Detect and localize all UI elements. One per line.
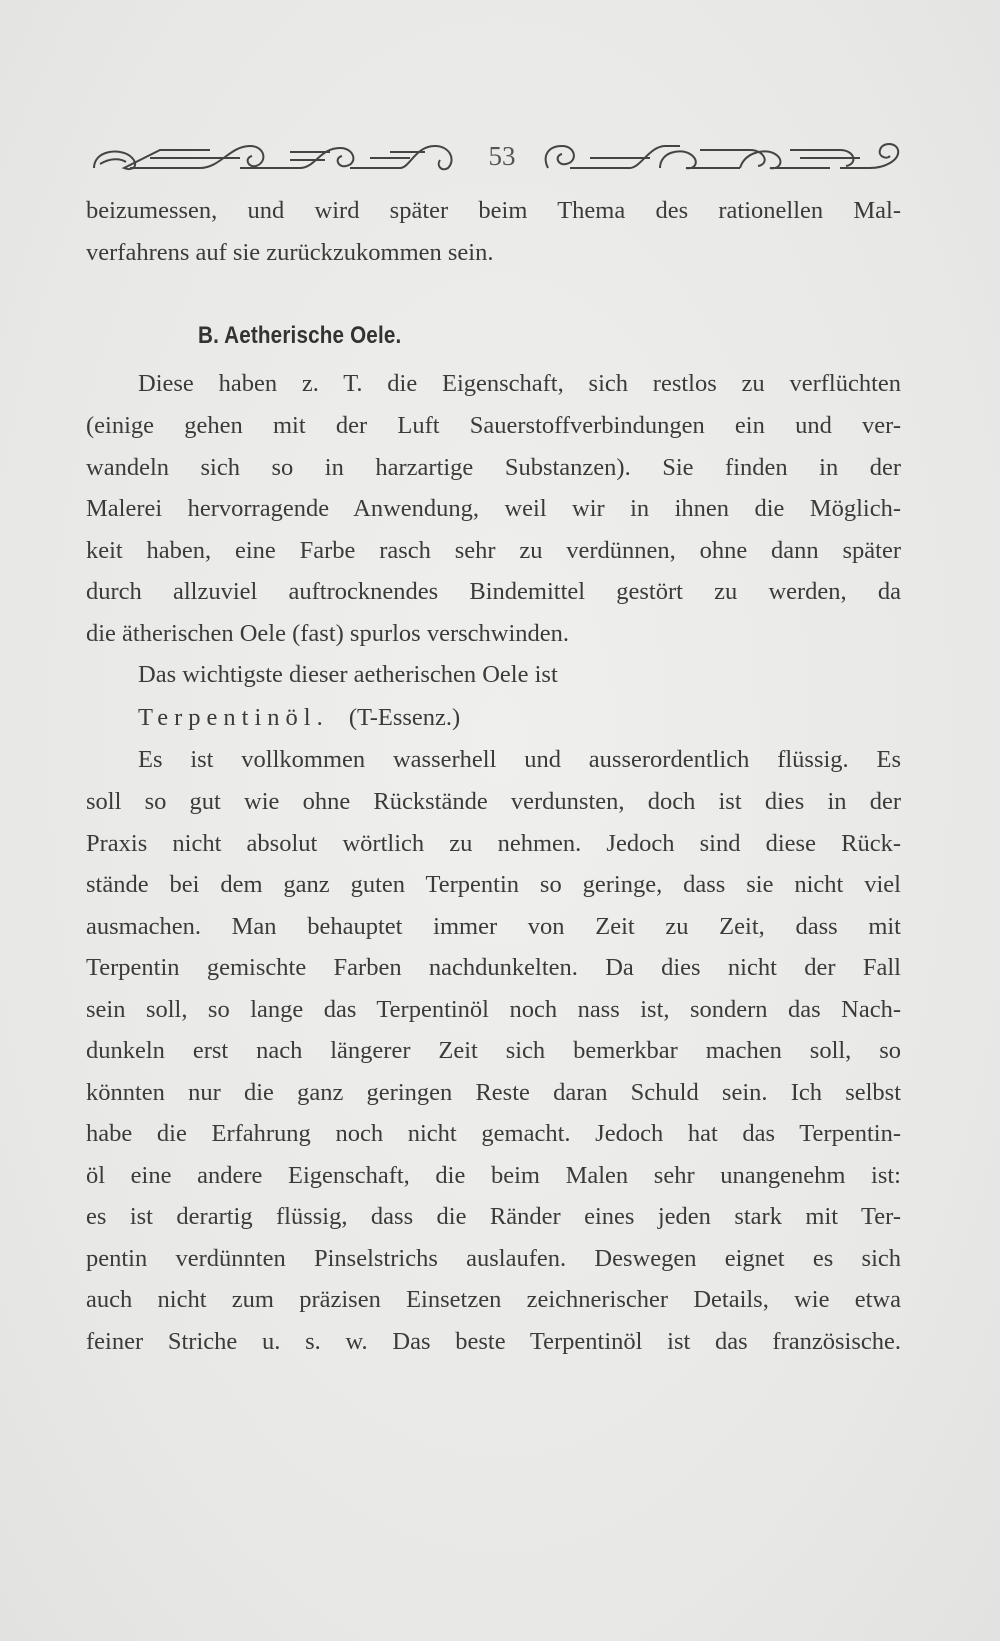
text-line-11: Es ist vollkommen wasserhell und ausserordentlich flüssig. Es: [138, 746, 901, 773]
text-line-17: sein soll, so lange das Terpentinöl noch nass ist, sondern das Nach-: [86, 996, 901, 1023]
text-line-6: Malerei hervorragende Anwendung, weil wir in ihnen die Möglich-: [86, 495, 901, 522]
term-spaced: Terpentinöl.: [138, 704, 329, 731]
ornament-right: [540, 138, 905, 176]
text-line-7: keit haben, eine Farbe rasch sehr zu verdünnen, ohne dann später: [86, 537, 901, 564]
text-line-24: auch nicht zum präzisen Einsetzen zeichnerischer Details, wie etwa: [86, 1286, 901, 1313]
text-line-21: öl eine andere Eigenschaft, die beim Malen sehr unangenehm ist:: [86, 1162, 901, 1189]
section-heading: B. Aetherische Oele.: [198, 322, 402, 349]
term-rest: (T-Essenz.): [348, 704, 461, 731]
text-line-9: die ätherischen Oele (fast) spurlos verschwinden.: [86, 620, 570, 647]
text-line-25: feiner Striche u. s. w. Das beste Terpentinöl ist das französische.: [86, 1328, 901, 1355]
text-line-2: verfahrens auf sie zurückzukommen sein.: [86, 239, 494, 266]
text-line-8: durch allzuviel auftrocknendes Bindemittel gestört zu werden, da: [86, 578, 901, 605]
text-line-16: Terpentin gemischte Farben nachdunkelten. Da dies nicht der Fall: [86, 954, 901, 981]
text-line-12: soll so gut wie ohne Rückstände verdunsten, doch ist dies in der: [86, 788, 901, 815]
text-line-18: dunkeln erst nach längerer Zeit sich bemerkbar machen soll, so: [86, 1037, 901, 1064]
text-line-4: (einige gehen mit der Luft Sauerstoffverbindungen ein und ver-: [86, 412, 901, 439]
text-line-10: Das wichtigste dieser aetherischen Oele ist: [138, 661, 558, 688]
text-line-14: stände bei dem ganz guten Terpentin so geringe, dass sie nicht viel: [86, 871, 901, 898]
text-line-3: Diese haben z. T. die Eigenschaft, sich restlos zu verflüchten: [138, 370, 901, 397]
page-number: 53: [488, 141, 516, 171]
text-line-20: habe die Erfahrung noch nicht gemacht. Jedoch hat das Terpentin-: [86, 1120, 901, 1147]
page-header: [90, 132, 905, 180]
text-line-5: wandeln sich so in harzartige Substanzen). Sie finden in der: [86, 454, 901, 481]
text-line-22: es ist derartig flüssig, dass die Ränder eines jeden stark mit Ter-: [86, 1203, 901, 1230]
term-line: [138, 703, 460, 733]
text-line-23: pentin verdünnten Pinselstrichs auslaufen. Deswegen eignet es sich: [86, 1245, 901, 1272]
text-line-19: könnten nur die ganz geringen Reste daran Schuld sein. Ich selbst: [86, 1079, 901, 1106]
text-line-1: beizumessen, und wird später beim Thema des rationellen Mal-: [86, 197, 901, 224]
text-line-13: Praxis nicht absolut wörtlich zu nehmen. Jedoch sind diese Rück-: [86, 830, 901, 857]
text-line-15: ausmachen. Man behauptet immer von Zeit zu Zeit, dass mit: [86, 913, 901, 940]
ornament-left: [90, 138, 462, 176]
